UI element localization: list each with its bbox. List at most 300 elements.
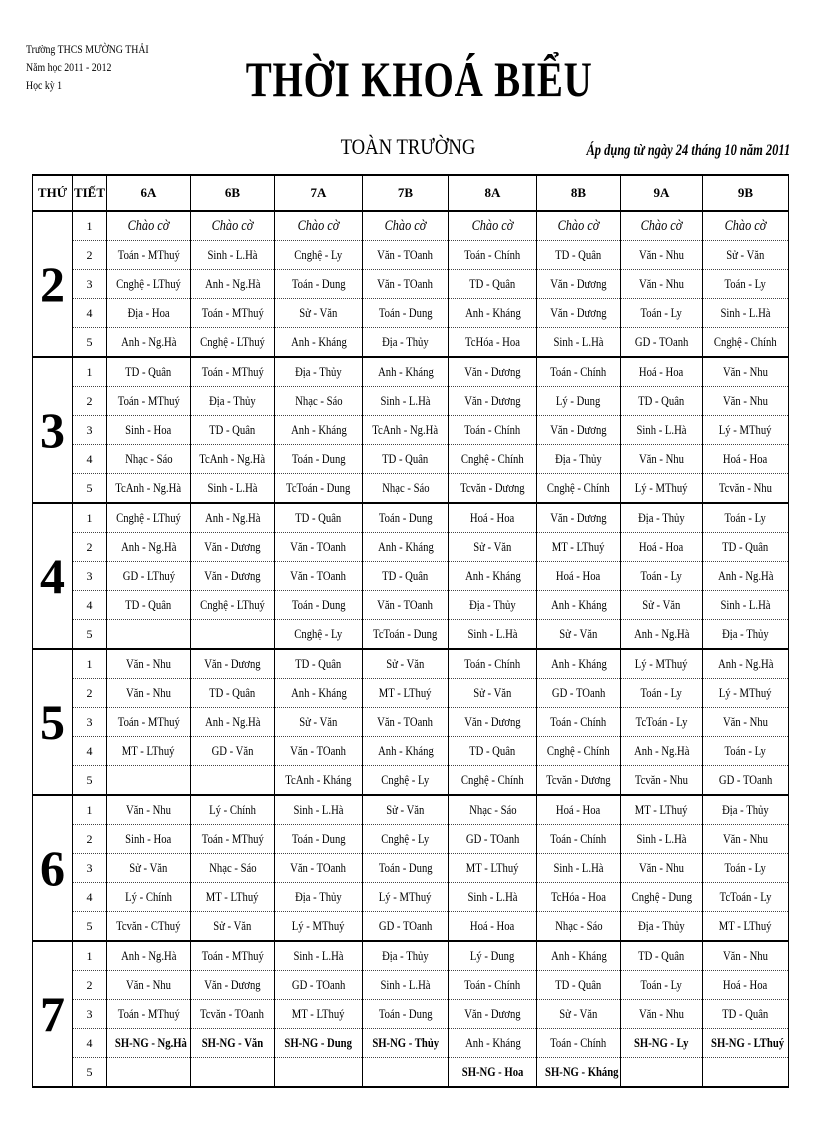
lesson-cell [537,533,621,562]
lesson-text: Sử - Văn [559,1006,598,1021]
lesson-text: TD - Quân [555,977,602,992]
lesson-text: Toán - Dung [378,305,433,320]
lesson-cell [191,503,275,533]
lesson-cell [191,1029,275,1058]
day-cell: 3 [33,357,73,503]
lesson-cell [449,825,537,854]
lesson-cell [275,737,363,766]
lesson-cell [191,357,275,387]
column-header: 7A [275,175,363,211]
lesson-text: Sinh - Hoa [125,831,172,846]
lesson-cell [703,825,789,854]
lesson-text: TcHóa - Hoa [551,889,606,904]
lesson-cell [107,766,191,796]
lesson-cell [275,474,363,504]
period-cell: 2 [73,825,107,854]
table-row [33,649,789,679]
lesson-text: MT - LThuý [635,802,688,817]
lesson-text: Văn - Dương [204,656,261,671]
lesson-text: Văn - Dương [464,393,521,408]
lesson-cell [449,328,537,358]
lesson-cell [449,737,537,766]
lesson-text: Địa - Thủy [638,510,685,525]
lesson-cell [191,328,275,358]
lesson-text: Lý - MThuý [719,422,772,437]
lesson-cell [449,211,537,241]
lesson-text: Hoá - Hoa [470,510,515,525]
lesson-text: Cnghệ - Ly [381,772,430,787]
period-cell: 1 [73,649,107,679]
lesson-text: Sinh - L.Hà [380,393,431,408]
timetable [32,174,789,1088]
lesson-text: Tcvăn - Dương [546,772,611,787]
lesson-cell [537,562,621,591]
lesson-cell [537,1058,621,1088]
lesson-cell [449,971,537,1000]
lesson-cell [107,795,191,825]
lesson-cell [363,445,449,474]
lesson-cell [363,1029,449,1058]
lesson-text: Anh - Kháng [290,422,347,437]
lesson-text: Toán - Dung [291,451,346,466]
lesson-text: Văn - TOanh [377,276,434,291]
lesson-cell [703,971,789,1000]
lesson-cell [191,445,275,474]
lesson-cell [275,387,363,416]
period-cell: 3 [73,270,107,299]
lesson-text: SH-NG - Kháng [545,1064,619,1079]
applied-date: Áp dụng từ ngày 24 tháng 10 năm 2011 [586,142,790,159]
table-row [33,679,789,708]
table-row [33,766,789,796]
lesson-cell [537,766,621,796]
lesson-text: Địa - Thủy [209,393,256,408]
lesson-cell [275,445,363,474]
lesson-text: Cnghệ - Dung [631,889,692,904]
lesson-text: SH-NG - Hoa [461,1064,524,1079]
lesson-text: Văn - Nhu [638,860,684,875]
lesson-text: Văn - TOanh [377,597,434,612]
lesson-cell [363,211,449,241]
lesson-text: Cnghệ - Chính [461,451,524,466]
lesson-text: Cnghệ - Chính [714,334,777,349]
lesson-text: Văn - Nhu [125,977,171,992]
lesson-cell [449,912,537,942]
table-row [33,591,789,620]
column-header: 9B [703,175,789,211]
lesson-cell [107,971,191,1000]
lesson-cell [703,328,789,358]
lesson-cell [191,533,275,562]
lesson-cell [363,620,449,650]
lesson-text: Văn - Nhu [125,656,171,671]
lesson-text: Văn - Dương [464,1006,521,1021]
lesson-cell [107,270,191,299]
lesson-text: Văn - Dương [464,364,521,379]
lesson-text: TcAnh - Ng.Hà [372,422,439,437]
lesson-text: Văn - Nhu [722,364,768,379]
lesson-cell [363,912,449,942]
column-header: 6A [107,175,191,211]
period-cell: 2 [73,241,107,270]
lesson-text: Văn - Nhu [722,714,768,729]
lesson-text: Anh - Kháng [550,656,607,671]
lesson-text: Anh - Kháng [550,948,607,963]
lesson-text: Anh - Ng.Hà [633,743,690,758]
lesson-text: Sinh - L.Hà [293,802,344,817]
lesson-text: Cnghệ - Chính [461,772,524,787]
page-subtitle: TOÀN TRƯỜNG [340,134,476,159]
lesson-cell [537,737,621,766]
school-name: Trường THCS MƯỜNG THẢI [26,42,149,56]
lesson-cell [107,299,191,328]
period-cell: 3 [73,416,107,445]
lesson-text: TD - Quân [209,685,256,700]
lesson-text: Cnghệ - Chính [547,743,610,758]
period-cell: 2 [73,679,107,708]
lesson-cell [191,679,275,708]
lesson-text: Sử - Văn [726,247,765,262]
lesson-cell [621,679,703,708]
lesson-text: Chào cờ [211,217,254,234]
lesson-text: Văn - Nhu [125,685,171,700]
lesson-text: TcHóa - Hoa [465,334,520,349]
lesson-text: Cnghệ - Ly [294,247,343,262]
table-row [33,562,789,591]
lesson-cell [703,708,789,737]
lesson-cell [449,679,537,708]
lesson-text: Sinh - L.Hà [467,889,518,904]
lesson-cell [275,241,363,270]
lesson-cell [191,883,275,912]
lesson-text: Anh - Ng.Hà [120,948,177,963]
lesson-text: Địa - Thủy [295,364,342,379]
lesson-text: Hoá - Hoa [723,451,768,466]
lesson-cell [449,299,537,328]
lesson-text: Toán - Chính [550,1035,607,1050]
lesson-text: TD - Quân [638,948,685,963]
day-cell: 6 [33,795,73,941]
lesson-text: Sinh - L.Hà [553,334,604,349]
lesson-cell [449,1029,537,1058]
lesson-cell [191,971,275,1000]
lesson-text: Toán - Dung [378,1006,433,1021]
lesson-cell [363,766,449,796]
lesson-cell [703,883,789,912]
lesson-cell [449,591,537,620]
lesson-cell [107,416,191,445]
lesson-cell [621,620,703,650]
lesson-cell [107,708,191,737]
lesson-text: Hoá - Hoa [470,918,515,933]
lesson-text: TD - Quân [469,276,516,291]
lesson-cell [363,357,449,387]
lesson-cell [703,474,789,504]
table-row [33,503,789,533]
lesson-cell [621,1029,703,1058]
lesson-text: Toán - Dung [378,860,433,875]
lesson-text: Toán - Chính [550,714,607,729]
lesson-cell [537,649,621,679]
lesson-cell [275,941,363,971]
lesson-text: Sinh - L.Hà [720,305,771,320]
lesson-text: Địa - Thủy [295,889,342,904]
lesson-cell [621,1000,703,1029]
lesson-cell [703,766,789,796]
lesson-cell [537,270,621,299]
lesson-text: Sinh - L.Hà [380,977,431,992]
period-cell: 1 [73,941,107,971]
column-header: THỨ [33,175,73,211]
lesson-text: TcToán - Ly [719,889,772,904]
lesson-text: Hoá - Hoa [639,539,684,554]
lesson-cell [107,241,191,270]
lesson-text: TcToán - Dung [373,626,438,641]
lesson-text: TcToán - Dung [286,480,351,495]
lesson-text: Cnghệ - LThuý [200,597,265,612]
lesson-cell [449,416,537,445]
lesson-text: MT - LThuý [466,860,519,875]
column-header: 8B [537,175,621,211]
lesson-cell [537,854,621,883]
lesson-cell [537,883,621,912]
lesson-cell [537,912,621,942]
lesson-text: Tcvăn - CThuý [116,918,181,933]
lesson-text: Lý - MThuý [635,480,688,495]
lesson-cell [621,211,703,241]
lesson-text: Lý - MThuý [292,918,345,933]
lesson-text: Toán - Chính [550,831,607,846]
table-row [33,241,789,270]
lesson-cell [621,971,703,1000]
lesson-cell [191,737,275,766]
period-cell: 3 [73,854,107,883]
lesson-text: Anh - Ng.Hà [204,510,261,525]
lesson-cell [275,1029,363,1058]
lesson-text: Văn - Nhu [722,831,768,846]
lesson-text: TD - Quân [125,597,172,612]
lesson-text: SH-NG - Ng.Hà [114,1035,187,1050]
lesson-text: Chào cờ [471,217,514,234]
lesson-text: Toán - MThuý [117,714,180,729]
lesson-cell [363,679,449,708]
lesson-text: Nhạc - Sáo [208,860,257,875]
lesson-text: Hoá - Hoa [556,802,601,817]
lesson-cell [621,912,703,942]
lesson-text: Anh - Kháng [290,685,347,700]
lesson-cell [703,737,789,766]
lesson-cell [703,854,789,883]
lesson-cell [537,445,621,474]
lesson-text: Toán - MThuý [117,1006,180,1021]
lesson-text: Văn - Nhu [638,276,684,291]
lesson-cell [703,503,789,533]
lesson-cell [275,708,363,737]
lesson-text: Anh - Kháng [464,568,521,583]
column-header: 6B [191,175,275,211]
lesson-cell [449,649,537,679]
lesson-cell [537,825,621,854]
lesson-cell [191,854,275,883]
lesson-cell [363,591,449,620]
lesson-text: Sinh - L.Hà [207,247,258,262]
lesson-cell [449,883,537,912]
lesson-cell [107,912,191,942]
table-row [33,941,789,971]
lesson-text: Anh - Kháng [290,334,347,349]
lesson-text: Anh - Kháng [464,1035,521,1050]
lesson-text: Văn - TOanh [290,860,347,875]
lesson-text: Văn - Nhu [722,948,768,963]
lesson-cell [191,474,275,504]
lesson-text: Văn - Dương [204,539,261,554]
lesson-cell [363,416,449,445]
lesson-cell [621,795,703,825]
lesson-cell [107,941,191,971]
lesson-cell [191,766,275,796]
lesson-cell [449,503,537,533]
period-cell: 5 [73,474,107,504]
lesson-text: Anh - Ng.Hà [120,334,177,349]
lesson-cell [703,795,789,825]
lesson-cell [107,1058,191,1088]
lesson-text: Toán - MThuý [201,831,264,846]
column-header: 8A [449,175,537,211]
lesson-text: Văn - Nhu [638,451,684,466]
lesson-text: TcAnh - Kháng [285,772,352,787]
lesson-text: GD - TOanh [465,831,520,846]
lesson-text: Địa - Thủy [469,597,516,612]
table-row [33,416,789,445]
table-row [33,912,789,942]
lesson-cell [621,357,703,387]
lesson-text: Văn - Dương [550,422,607,437]
lesson-text: Toán - Chính [550,364,607,379]
lesson-cell [275,766,363,796]
lesson-cell [703,299,789,328]
lesson-text: Văn - TOanh [290,743,347,758]
column-header: TIẾT [73,175,107,211]
lesson-cell [107,854,191,883]
lesson-cell [621,270,703,299]
lesson-text: Toán - Dung [291,276,346,291]
lesson-text: Cnghệ - Ly [294,626,343,641]
semester: Học kỳ 1 [26,78,63,92]
period-cell: 5 [73,1058,107,1088]
lesson-cell [275,533,363,562]
lesson-text: Cnghệ - LThuý [116,510,181,525]
table-row [33,854,789,883]
lesson-cell [107,883,191,912]
lesson-cell [449,533,537,562]
lesson-cell [363,825,449,854]
lesson-cell [363,708,449,737]
lesson-cell [191,416,275,445]
lesson-text: Lý - MThuý [635,656,688,671]
period-cell: 1 [73,211,107,241]
lesson-text: Sử - Văn [559,626,598,641]
school-info [26,40,149,94]
period-cell: 4 [73,445,107,474]
lesson-text: Toán - Chính [464,656,521,671]
lesson-cell [107,825,191,854]
lesson-cell [537,1000,621,1029]
lesson-cell [107,357,191,387]
lesson-cell [191,1000,275,1029]
day-cell: 4 [33,503,73,649]
lesson-cell [449,854,537,883]
table-row [33,883,789,912]
lesson-cell [537,941,621,971]
timetable-body [33,211,789,1087]
lesson-text: Văn - TOanh [290,539,347,554]
table-row [33,474,789,504]
lesson-cell [363,795,449,825]
lesson-text: Anh - Ng.Hà [633,626,690,641]
lesson-text: Toán - Ly [724,860,767,875]
lesson-cell [537,1029,621,1058]
lesson-text: Anh - Kháng [464,305,521,320]
lesson-cell [275,912,363,942]
table-row [33,971,789,1000]
lesson-cell [275,562,363,591]
lesson-text: Tcvăn - Nhu [634,772,689,787]
lesson-text: Sử - Văn [386,802,425,817]
lesson-text: SH-NG - Văn [201,1035,264,1050]
lesson-cell [275,854,363,883]
lesson-cell [621,708,703,737]
lesson-cell [621,328,703,358]
lesson-cell [449,795,537,825]
period-cell: 3 [73,562,107,591]
lesson-cell [621,854,703,883]
school-year: Năm học 2011 - 2012 [26,60,112,74]
lesson-text: Chào cờ [724,217,767,234]
lesson-text: GD - Văn [211,743,254,758]
lesson-cell [537,387,621,416]
lesson-cell [275,1058,363,1088]
lesson-cell [537,357,621,387]
lesson-cell [275,299,363,328]
lesson-text: Văn - Dương [550,305,607,320]
lesson-cell [191,1058,275,1088]
lesson-text: Toán - Ly [640,977,683,992]
lesson-text: Anh - Ng.Hà [204,276,261,291]
lesson-cell [191,708,275,737]
lesson-cell [275,971,363,1000]
lesson-cell [363,971,449,1000]
lesson-text: Toán - Chính [464,247,521,262]
lesson-text: TD - Quân [722,539,769,554]
lesson-cell [449,241,537,270]
lesson-cell [107,649,191,679]
lesson-cell [363,562,449,591]
lesson-cell [621,737,703,766]
page-title: THỜI KHOÁ BIỂU [245,51,593,107]
lesson-cell [449,1058,537,1088]
period-cell: 2 [73,971,107,1000]
lesson-text: Lý - Dung [556,393,601,408]
lesson-cell [275,503,363,533]
period-cell: 2 [73,533,107,562]
lesson-cell [363,533,449,562]
lesson-text: Văn - Nhu [638,247,684,262]
header-row [33,175,789,211]
lesson-text: Địa - Hoa [127,305,170,320]
lesson-text: Tcvăn - TOanh [200,1006,265,1021]
lesson-text: TD - Quân [555,247,602,262]
lesson-cell [191,270,275,299]
